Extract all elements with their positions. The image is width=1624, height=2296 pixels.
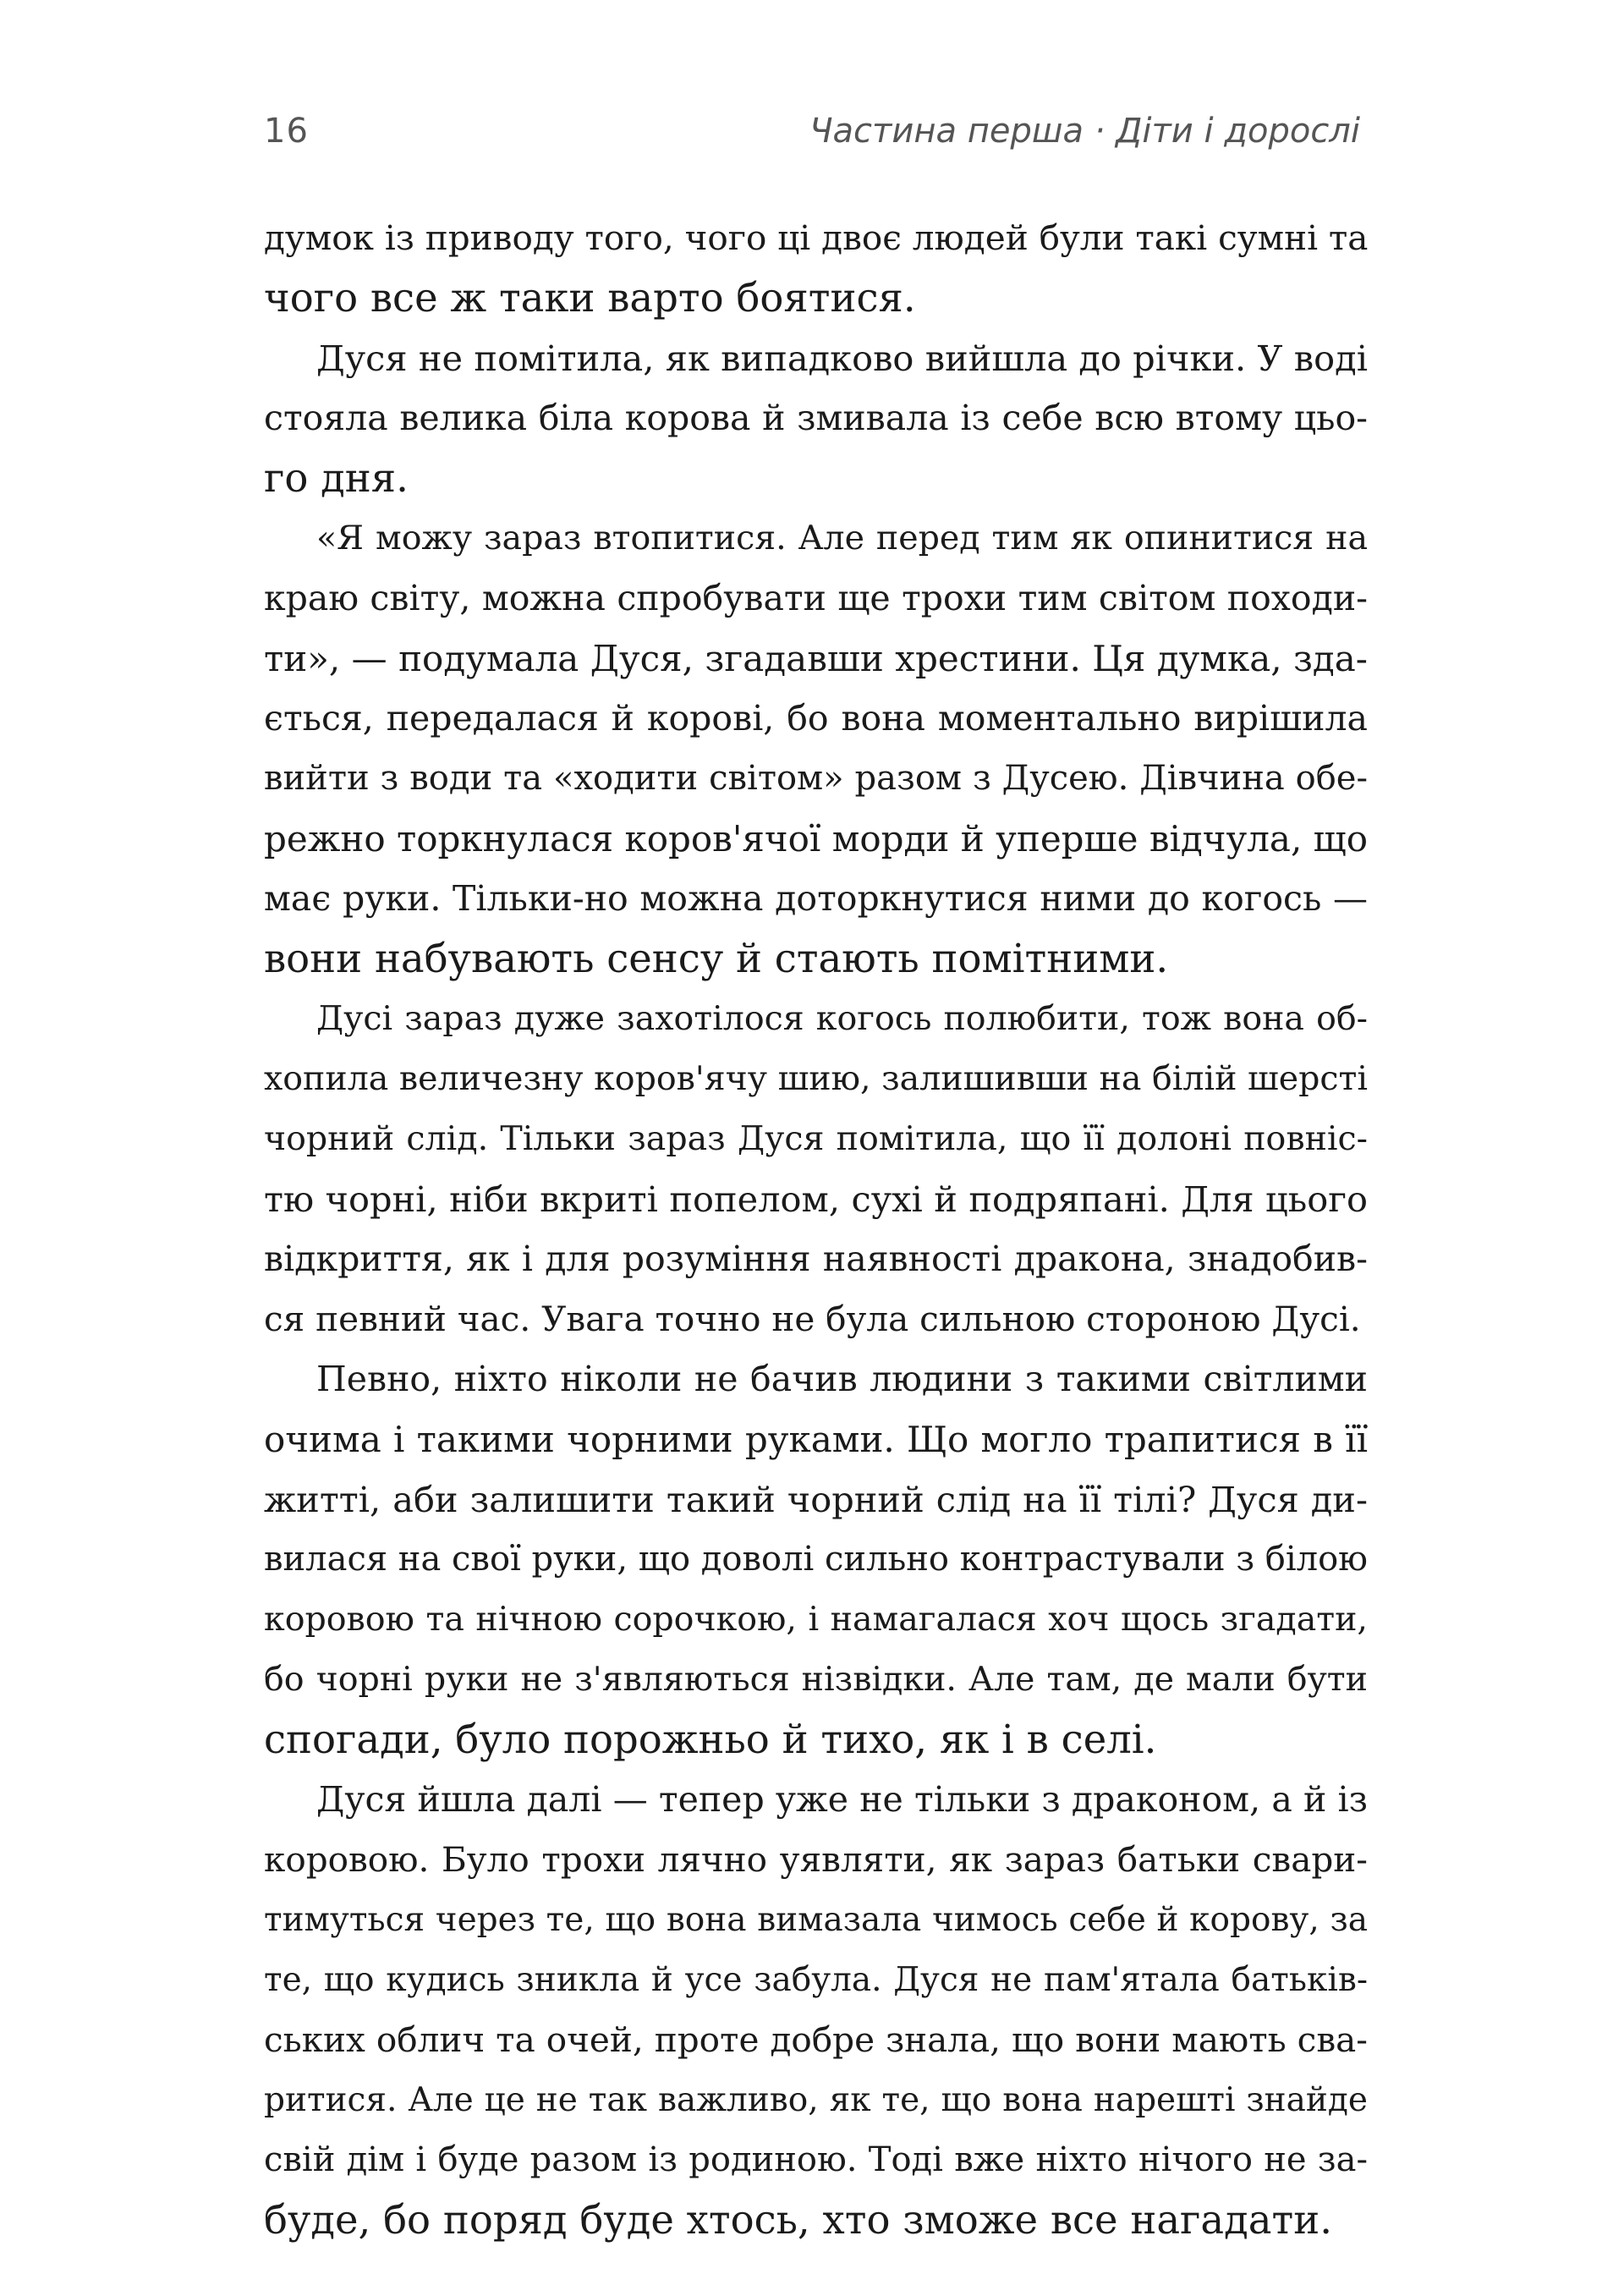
text-line: ських облич та очей, проте добре знала, що вони мають сва- <box>264 2019 1368 2060</box>
text-line: чорний слід. Тільки зараз Дуся помітила, що її долоні повніс- <box>264 1119 1368 1158</box>
text-line: Дуся не помітила, як випадково вийшла до річки. У воді <box>316 338 1368 379</box>
text-line: вилася на свої руки, що доволі сильно контрастували з білою <box>264 1540 1368 1579</box>
text-line: «Я можу зараз втопитися. Але перед тим як опинитися на <box>316 519 1368 558</box>
text-line: го дня. <box>264 455 409 501</box>
text-line: Дуся йшла далі — тепер уже не тільки з драконом, а й із <box>316 1779 1368 1820</box>
text-line: ється, передалася й корові, бо вона моментально вирішила <box>264 698 1368 739</box>
text-line: очима і такими чорними руками. Що могло трапитися в її <box>264 1419 1368 1460</box>
text-line: тю чорні, ніби вкриті попелом, сухі й подряпані. Для цього <box>264 1178 1368 1220</box>
text-line: Дусі зараз дуже захотілося когось полюбити, тож вона об- <box>316 999 1368 1038</box>
text-line: бо чорні руки не з'являються нізвідки. Але там, де мали бути <box>264 1660 1368 1699</box>
text-line: вони набувають сенсу й стають помітними. <box>264 936 1169 981</box>
text-line: ся певний час. Увага точно не була сильною стороною Дусі. <box>264 1299 1361 1339</box>
text-line: ритися. Але це не так важливо, як те, що вона нарешті знайде <box>264 2081 1368 2119</box>
text-line: коровою. Було трохи лячно уявляти, як зараз батьки свари- <box>264 1839 1368 1880</box>
text-line: думок із приводу того, чого ці двоє людей були такі сумні та <box>264 217 1369 258</box>
running-head-title: Частина перша · Діти і дорослі <box>809 112 1360 151</box>
text-line: краю світу, можна спробувати ще трохи тим світом походи- <box>264 578 1368 618</box>
text-line: те, що кудись зникла й усе забула. Дуся не пам'ятала батьків- <box>264 1961 1368 1999</box>
text-line: тимуться через те, що вона вимазала чимось себе й корову, за <box>264 1901 1368 1939</box>
text-line: коровою та нічною сорочкою, і намагалася хоч щось згадати, <box>264 1600 1368 1639</box>
text-line: Певно, ніхто ніколи не бачив людини з такими світлими <box>316 1359 1368 1399</box>
text-line: свій дім і буде разом із родиною. Тоді вже ніхто нічого не за- <box>264 2140 1368 2179</box>
text-line: чого все ж таки варто боятися. <box>264 275 916 321</box>
text-line: ти», — подумала Дуся, згадавши хрестини. Ця думка, зда- <box>264 638 1368 679</box>
text-line: має руки. Тільки-но можна доторкнутися ними до когось — <box>264 878 1368 919</box>
text-line: відкриття, як і для розуміння наявності дракона, знадобив- <box>264 1239 1368 1279</box>
running-head <box>264 112 1360 162</box>
body-text <box>264 208 1368 2250</box>
text-line: буде, бо поряд буде хтось, хто зможе все нагадати. <box>264 2197 1332 2243</box>
page-number: 16 <box>264 112 309 151</box>
text-line: спогади, було порожньо й тихо, як і в селі. <box>264 1717 1157 1762</box>
text-line: режно торкнулася коров'ячої морди й уперше відчула, що <box>264 818 1368 860</box>
text-line: житті, аби залишити такий чорний слід на її тілі? Дуся ди- <box>264 1479 1368 1520</box>
text-line: вийти з води та «ходити світом» разом з Дусею. Дівчина обе- <box>264 759 1368 798</box>
text-line: стояла велика біла корова й змивала із себе всю втому цьо- <box>264 398 1368 438</box>
text-line: хопила величезну коров'ячу шию, залишивши на білій шерсті <box>264 1059 1368 1098</box>
